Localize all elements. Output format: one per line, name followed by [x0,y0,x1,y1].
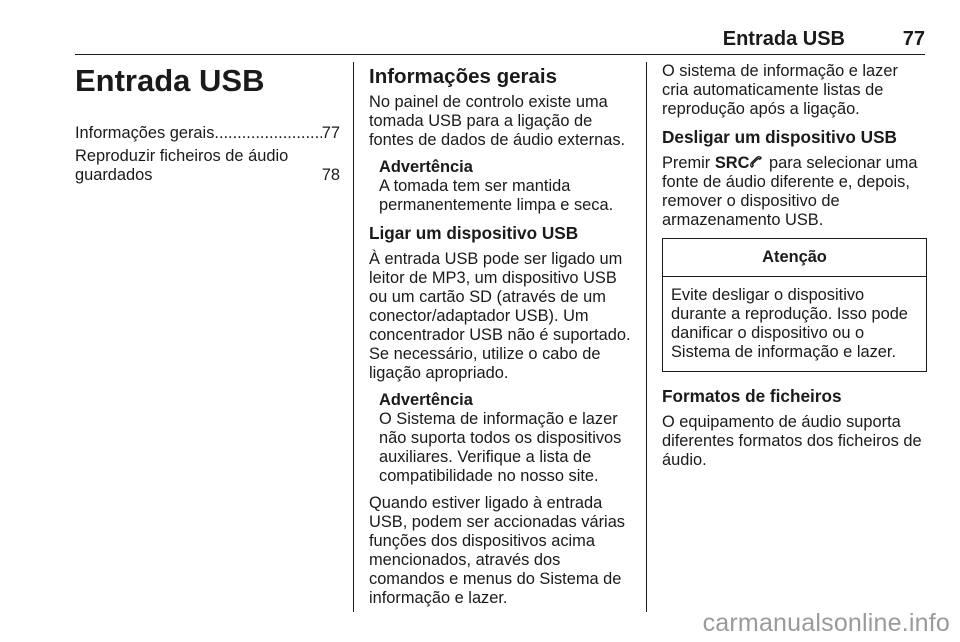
subsection-heading: Ligar um dispositivo USB [369,223,579,243]
paragraph [662,154,927,230]
toc-entry-page: 77 [321,124,340,142]
note-block [379,391,634,486]
section-heading: Informações gerais [369,65,557,88]
page-header [75,28,925,55]
paragraph-text: Premir [662,154,715,172]
note-block [379,158,634,215]
toc-entry[interactable] [75,147,340,185]
intro-paragraph: No painel de controlo existe uma tomada USB para a ligação de fontes de dados de áudio externas. [369,93,626,149]
toc-entry-page: 78 [321,166,340,184]
warning-text: Evite desligar o dispositivo durante a reprodução. Isso pode danificar o dispositivo ou o Sistema de informação e lazer. [671,286,908,361]
handset-icon [749,154,764,172]
column-2 [369,62,634,616]
subsection-heading: Desligar um dispositivo USB [662,127,897,147]
column-divider [646,62,647,612]
note-text: A tomada tem ser mantida permanentemente limpa e seca. [379,177,614,214]
paragraph: O equipamento de áudio suporta diferentes formatos dos ficheiros de áudio. [662,413,922,469]
note-text: O Sistema de informação e lazer não suporta todos os dispositivos auxiliares. Verifique a lista de compatibilidade no nosso site. [379,410,622,485]
paragraph: Quando estiver ligado à entrada USB, podem ser accionadas várias funções dos dispositivos acima mencionados, através dos comandos e menus do Sistema de informação e lazer. [369,494,625,607]
paragraph: À entrada USB pode ser ligado um leitor de MP3, um dispositivo USB ou um cartão SD (através de um conector/adaptador USB). Um concentrador USB não é suportado. Se necessário, utilize o cabo de ligação apropriado. [369,250,631,382]
warning-box [662,238,927,372]
page-number: 77 [902,28,925,50]
paragraph-text: para selecionar uma fonte de áudio diferente e, depois, remover o dispositivo de armazenamento USB. [662,154,918,229]
watermark: carmanualsonline.info [702,609,950,637]
subsection-heading: Formatos de ficheiros [662,386,842,406]
toc-entry[interactable] [75,124,340,143]
note-title: Advertência [379,391,473,409]
chapter-title: Entrada USB [75,63,265,98]
toc-entry-text: Informações gerais [75,124,215,142]
column-3 [662,62,927,478]
note-title: Advertência [379,158,473,176]
paragraph: O sistema de informação e lazer cria automaticamente listas de reprodução após a ligação. [662,62,898,118]
warning-title: Atenção [663,239,926,277]
running-header-title: Entrada USB [722,28,845,50]
column-divider [353,62,354,612]
column-1 [75,62,340,189]
src-key-label: SRC [714,154,750,172]
toc-leader [214,124,321,143]
toc-entry-text: Reproduzir ficheiros de áudio guardados [75,147,289,184]
